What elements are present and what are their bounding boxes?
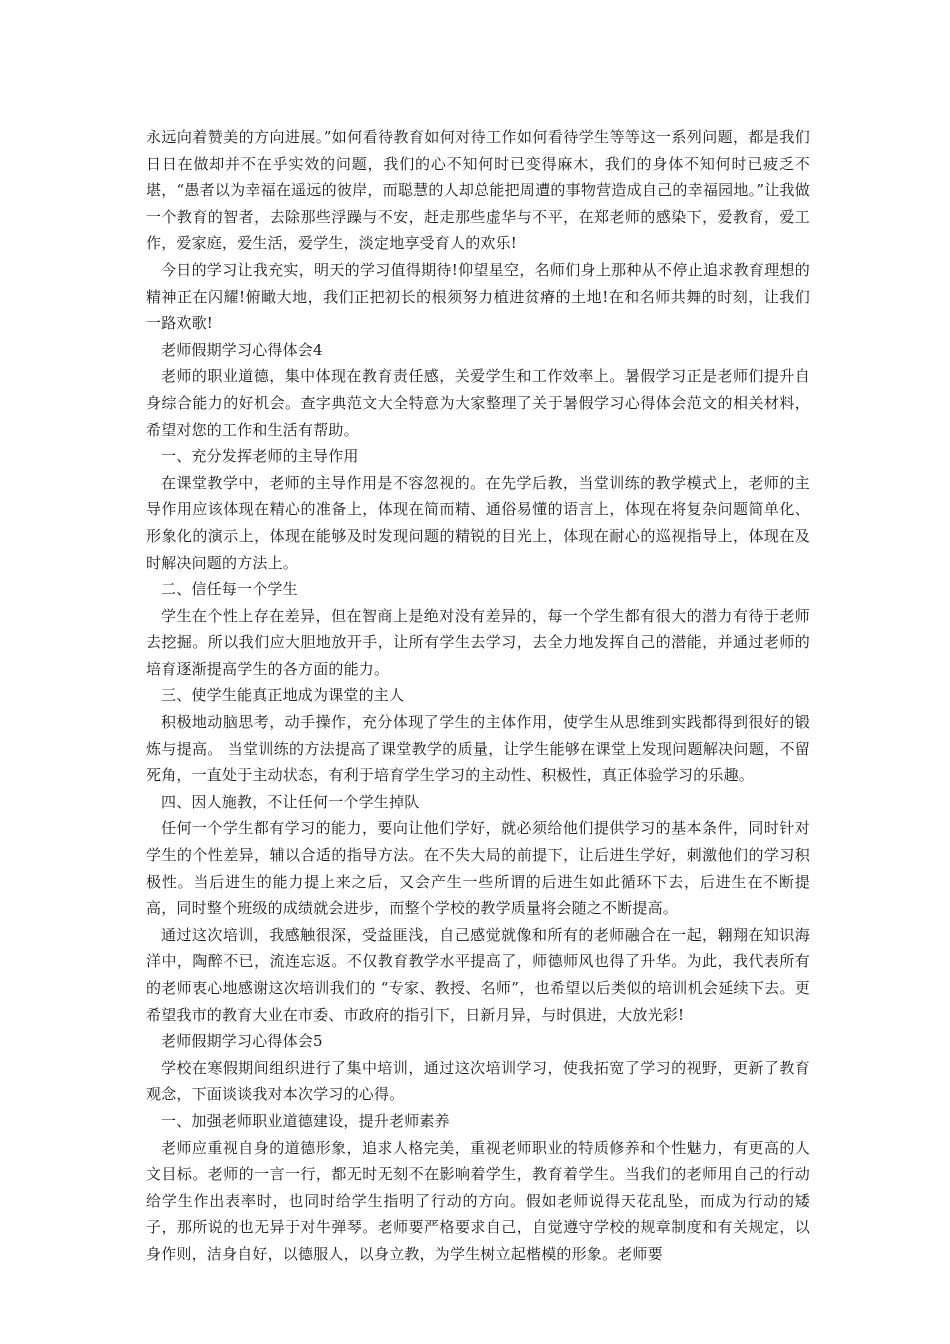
paragraph-classroom-teaching: 在课堂教学中，老师的主导作用是不容忽视的。在先学后教，当堂训练的教学模式上，老师的主导作用应该体现在精心的准备上，体现在简而精、通俗易懂的语言上，体现在将复杂问题简单化、形象化的演示上，体现在能够及时发现问题的精锐的目光上，体现在耐心的巡视指导上，体现在及时解决问题的方法上。: [146, 473, 810, 572]
subheading-students-masters: 三、使学生能真正地成为课堂的主人: [161, 686, 405, 705]
paragraph-intro-continuation: 永远向着赞美的方向进展。”如何看待教育如何对待工作如何看待学生等等这一系列问题，都是我们日日在做却并不在乎实效的问题，我们的心不知何时已变得麻木，我们的身体不知何时已疲乏不堪，“愚者以为幸福在遥远的彼岸，而聪慧的人却总能把周遭的事物营造成自己的幸福园地。”让我做一个教育的智者，去除那些浮躁与不安，赶走那些虚华与不平，在郑老师的感染下，爱教育，爱工作，爱家庭，爱生活，爱学生，淡定地享受育人的欢乐!: [146, 128, 810, 253]
paragraph-training-reflection: 通过这次培训，我感触很深，受益匪浅，自己感觉就像和所有的老师融合在一起，翱翔在知识海洋中，陶醉不已，流连忘返。不仅教育教学水平提高了，师德师风也得了升华。为此，我代表所有的老师衷心地感谢这次培训我们的 “专家、教授、名师”，也希望以后类似的培训机会延续下去。更希望我市的教育大业在市委、市政府的指引下，日新月异，与时俱进，大放光彩!: [146, 925, 810, 1024]
document-page: [146, 124, 810, 1268]
section-title-5: 老师假期学习心得体会5: [161, 1032, 323, 1051]
paragraph-moral-image: 老师应重视自身的道德形象，追求人格完美，重视老师职业的特质修养和个性魅力，有更高的人文目标。老师的一言一行，都无时无刻不在影响着学生，教育着学生。当我们的老师用自己的行动给学生作出表率时，也同时给学生指明了行动的方向。假如老师说得天花乱坠，而成为行动的矮子，那所说的也无异于对牛弹琴。老师要严格要求自己，自觉遵守学校的规章制度和有关规定，以身作则，洁身自好，以德服人，以身立教，为学生树立起楷模的形象。老师要: [146, 1138, 810, 1263]
paragraph-winter-training: 学校在寒假期间组织进行了集中培训，通过这次培训学习，使我拓宽了学习的视野，更新了教育观念，下面谈谈我对本次学习的心得。: [146, 1058, 810, 1104]
paragraph-professional-ethics: 老师的职业道德，集中体现在教育责任感，关爱学生和工作效率上。暑假学习正是老师们提升自身综合能力的好机会。查字典范文大全特意为大家整理了关于暑假学习心得体会范文的相关材料，希望对您的工作和生活有帮助。: [146, 367, 810, 439]
paragraph-student-differences: 学生在个性上存在差异，但在智商上是绝对没有差异的，每一个学生都有很大的潜力有待于老师去挖掘。所以我们应大胆地放开手，让所有学生去学习，去全力地发挥自己的潜能，并通过老师的培育逐渐提高学生的各方面的能力。: [146, 606, 810, 678]
subheading-individual-teaching: 四、因人施教，不让任何一个学生掉队: [161, 792, 420, 811]
subheading-trust-students: 二、信任每一个学生: [161, 580, 298, 599]
section-title-4: 老师假期学习心得体会4: [161, 340, 323, 359]
paragraph-today-study: 今日的学习让我充实，明天的学习值得期待!仰望星空，名师们身上那种从不停止追求教育理想的精神正在闪耀!俯瞰大地，我们正把初长的根须努力植进贫瘠的土地!在和名师共舞的时刻，让我们一路欢歌!: [146, 260, 810, 333]
paragraph-every-student: 任何一个学生都有学习的能力，要向让他们学好，就必须给他们提供学习的基本条件，同时针对学生的个性差异，辅以合适的指导方法。在不失大局的前提下，让后进生学好，刺激他们的学习积极性。当后进生的能力提上来之后，又会产生一些所谓的后进生如此循环下去，后进生在不断提高，同时整个班级的成绩就会进步，而整个学校的教学质量将会随之不断提高。: [146, 819, 810, 918]
subheading-ethics-construction: 一、加强老师职业道德建设，提升老师素养: [161, 1111, 450, 1130]
subheading-teacher-leading-role: 一、充分发挥老师的主导作用: [161, 447, 359, 466]
paragraph-active-thinking: 积极地动脑思考，动手操作，充分体现了学生的主体作用，使学生从思维到实践都得到很好的锻炼与提高。 当堂训练的方法提高了课堂教学的质量，让学生能够在课堂上发现问题解决问题，不留死角，一直处于主动状态，有利于培育学生学习的主动性、积极性，真正体验学习的乐趣。: [146, 713, 810, 785]
